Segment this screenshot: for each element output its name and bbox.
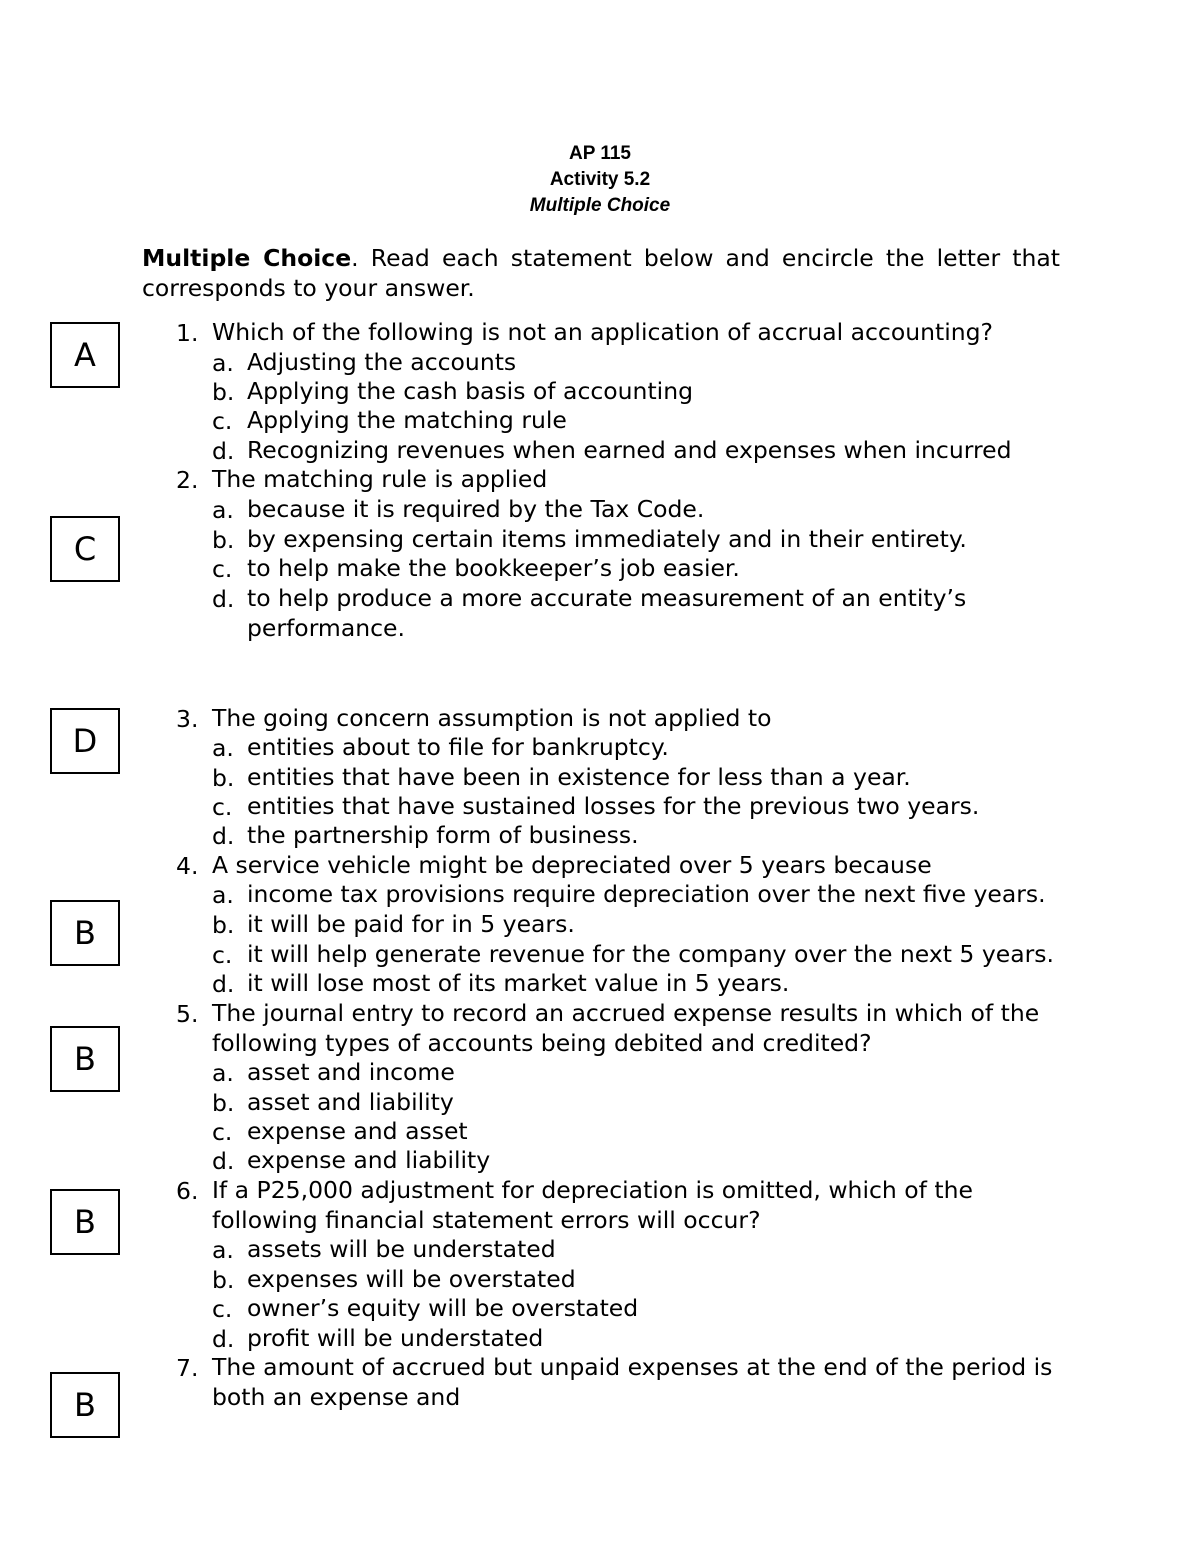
choice-letter: d. [212, 822, 235, 850]
question-number: 7. [176, 1354, 199, 1382]
choice-text: asset and income [247, 1058, 455, 1086]
choice-text: to help produce a more accurate measurement of an entity’s performance. [247, 584, 967, 642]
choice-text: Adjusting the accounts [247, 348, 517, 376]
choice-letter: a. [212, 1059, 234, 1087]
answer-box-4: B [50, 900, 120, 966]
answer-box-5: B [50, 1026, 120, 1092]
choice-letter: a. [212, 1236, 234, 1264]
instructions-label: Multiple Choice [142, 244, 352, 272]
choice-letter: b. [212, 764, 235, 792]
choice-text: expense and asset [247, 1117, 468, 1145]
answer-box-1: A [50, 322, 120, 388]
question-number: 5. [176, 1000, 199, 1028]
question-number: 3. [176, 705, 199, 733]
question-number: 4. [176, 852, 199, 880]
question-number: 6. [176, 1177, 199, 1205]
choice-letter: d. [212, 437, 235, 465]
question-text: If a P25,000 adjustment for depreciation is omitted, which of the following financial statement errors will occur? [212, 1176, 973, 1234]
question-number: 1. [176, 319, 199, 347]
choice-text: Applying the matching rule [247, 406, 567, 434]
choice-letter: b. [212, 1266, 235, 1294]
choice-text: Applying the cash basis of accounting [247, 377, 694, 405]
choice-text: entities that have been in existence for less than a year. [247, 763, 911, 791]
choice-letter: c. [212, 407, 233, 435]
answer-box-6: B [50, 1189, 120, 1255]
choice-text: it will help generate revenue for the company over the next 5 years. [247, 940, 1054, 968]
choice-letter: b. [212, 526, 235, 554]
question-text: The going concern assumption is not applied to [212, 704, 772, 732]
instructions: Multiple Choice. Read each statement below and encircle the letter that corresponds to your answer. [142, 244, 1060, 302]
choice-text: profit will be understated [247, 1324, 544, 1352]
choice-letter: c. [212, 1118, 233, 1146]
choice-text: to help make the bookkeeper’s job easier. [247, 554, 740, 582]
choice-letter: c. [212, 793, 233, 821]
activity-type: Multiple Choice [529, 195, 671, 216]
choice-letter: c. [212, 941, 233, 969]
choice-letter: d. [212, 1147, 235, 1175]
choice-text: because it is required by the Tax Code. [247, 495, 705, 523]
course-code: AP 115 [569, 143, 631, 164]
choice-letter: b. [212, 911, 235, 939]
choice-text: assets will be understated [247, 1235, 556, 1263]
choice-letter: a. [212, 496, 234, 524]
question-text: A service vehicle might be depreciated over 5 years because [212, 851, 932, 879]
choice-letter: d. [212, 970, 235, 998]
answer-box-2: C [50, 516, 120, 582]
choice-text: asset and liability [247, 1088, 454, 1116]
question-text: The journal entry to record an accrued expense results in which of the following types of accounts being debited and credited? [212, 999, 1040, 1057]
choice-text: income tax provisions require depreciation over the next five years. [247, 880, 1046, 908]
choice-text: the partnership form of business. [247, 821, 639, 849]
choice-letter: a. [212, 881, 234, 909]
choice-letter: d. [212, 1325, 235, 1353]
question-text: The amount of accrued but unpaid expenses at the end of the period is both an expense and [212, 1353, 1053, 1411]
answer-box-3: D [50, 708, 120, 774]
choice-letter: a. [212, 349, 234, 377]
choice-text: entities about to file for bankruptcy. [247, 733, 669, 761]
question-text: Which of the following is not an application of accrual accounting? [212, 318, 994, 346]
activity-title: Activity 5.2 [549, 169, 651, 190]
choice-letter: c. [212, 555, 233, 583]
choice-text: it will be paid for in 5 years. [247, 910, 575, 938]
choice-letter: d. [212, 585, 235, 613]
choice-text: it will lose most of its market value in 5 years. [247, 969, 790, 997]
instructions-text: Read each statement below and encircle the letter that corresponds to your answer. [142, 244, 1060, 302]
choice-letter: b. [212, 1089, 235, 1117]
choice-text: owner’s equity will be overstated [247, 1294, 639, 1322]
choice-letter: c. [212, 1295, 233, 1323]
question-number: 2. [176, 466, 199, 494]
choice-letter: b. [212, 378, 235, 406]
choice-text: entities that have sustained losses for the previous two years. [247, 792, 980, 820]
choice-text: by expensing certain items immediately and in their entirety. [247, 525, 967, 553]
choice-letter: a. [212, 734, 234, 762]
question-text: The matching rule is applied [212, 465, 548, 493]
choice-text: expense and liability [247, 1146, 491, 1174]
choice-text: Recognizing revenues when earned and expenses when incurred [247, 436, 1012, 464]
choice-text: expenses will be overstated [247, 1265, 576, 1293]
answer-box-7: B [50, 1372, 120, 1438]
